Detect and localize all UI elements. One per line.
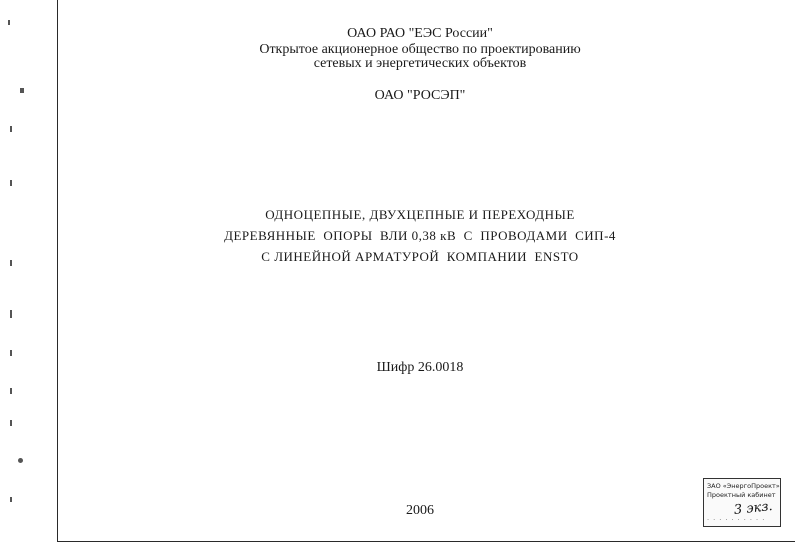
binding-mark <box>10 388 12 394</box>
title-line-3: С ЛИНЕЙНОЙ АРМАТУРОЙ КОМПАНИИ ENSTO <box>261 249 579 264</box>
binding-mark <box>10 420 12 426</box>
stamp-line-1: ЗАО «ЭнергоПроект» <box>707 482 780 490</box>
stamp-handwritten-note: 3 экз. <box>733 499 774 518</box>
binding-mark <box>10 350 12 356</box>
stamp-line-2: Проектный кабинет <box>707 491 776 499</box>
document-year: 2006 <box>406 503 434 518</box>
frame-bottom-border <box>57 541 795 542</box>
binding-mark <box>8 20 10 25</box>
project-cipher: Шифр 26.0018 <box>376 360 464 375</box>
org-line-1: ОАО РАО "ЕЭС России" <box>347 26 493 41</box>
stamp-dotted-line: . . . . . . . . . . <box>707 514 766 522</box>
frame-left-border <box>57 0 58 542</box>
org-line-3: сетевых и энергетических объектов <box>313 56 527 71</box>
org-line-2: Открытое акционерное общество по проектированию <box>259 42 581 57</box>
binding-mark <box>10 497 12 502</box>
binding-mark <box>10 310 12 318</box>
binding-mark <box>18 458 23 463</box>
binding-mark <box>10 126 12 132</box>
company-name: ОАО "РОСЭП" <box>374 88 466 103</box>
binding-mark <box>10 180 12 186</box>
title-line-1: ОДНОЦЕПНЫЕ, ДВУХЦЕПНЫЕ И ПЕРЕХОДНЫЕ <box>265 207 575 222</box>
title-line-2: ДЕРЕВЯННЫЕ ОПОРЫ ВЛИ 0,38 кВ С ПРОВОДАМИ СИП-4 <box>224 228 616 243</box>
archive-stamp <box>703 478 781 527</box>
